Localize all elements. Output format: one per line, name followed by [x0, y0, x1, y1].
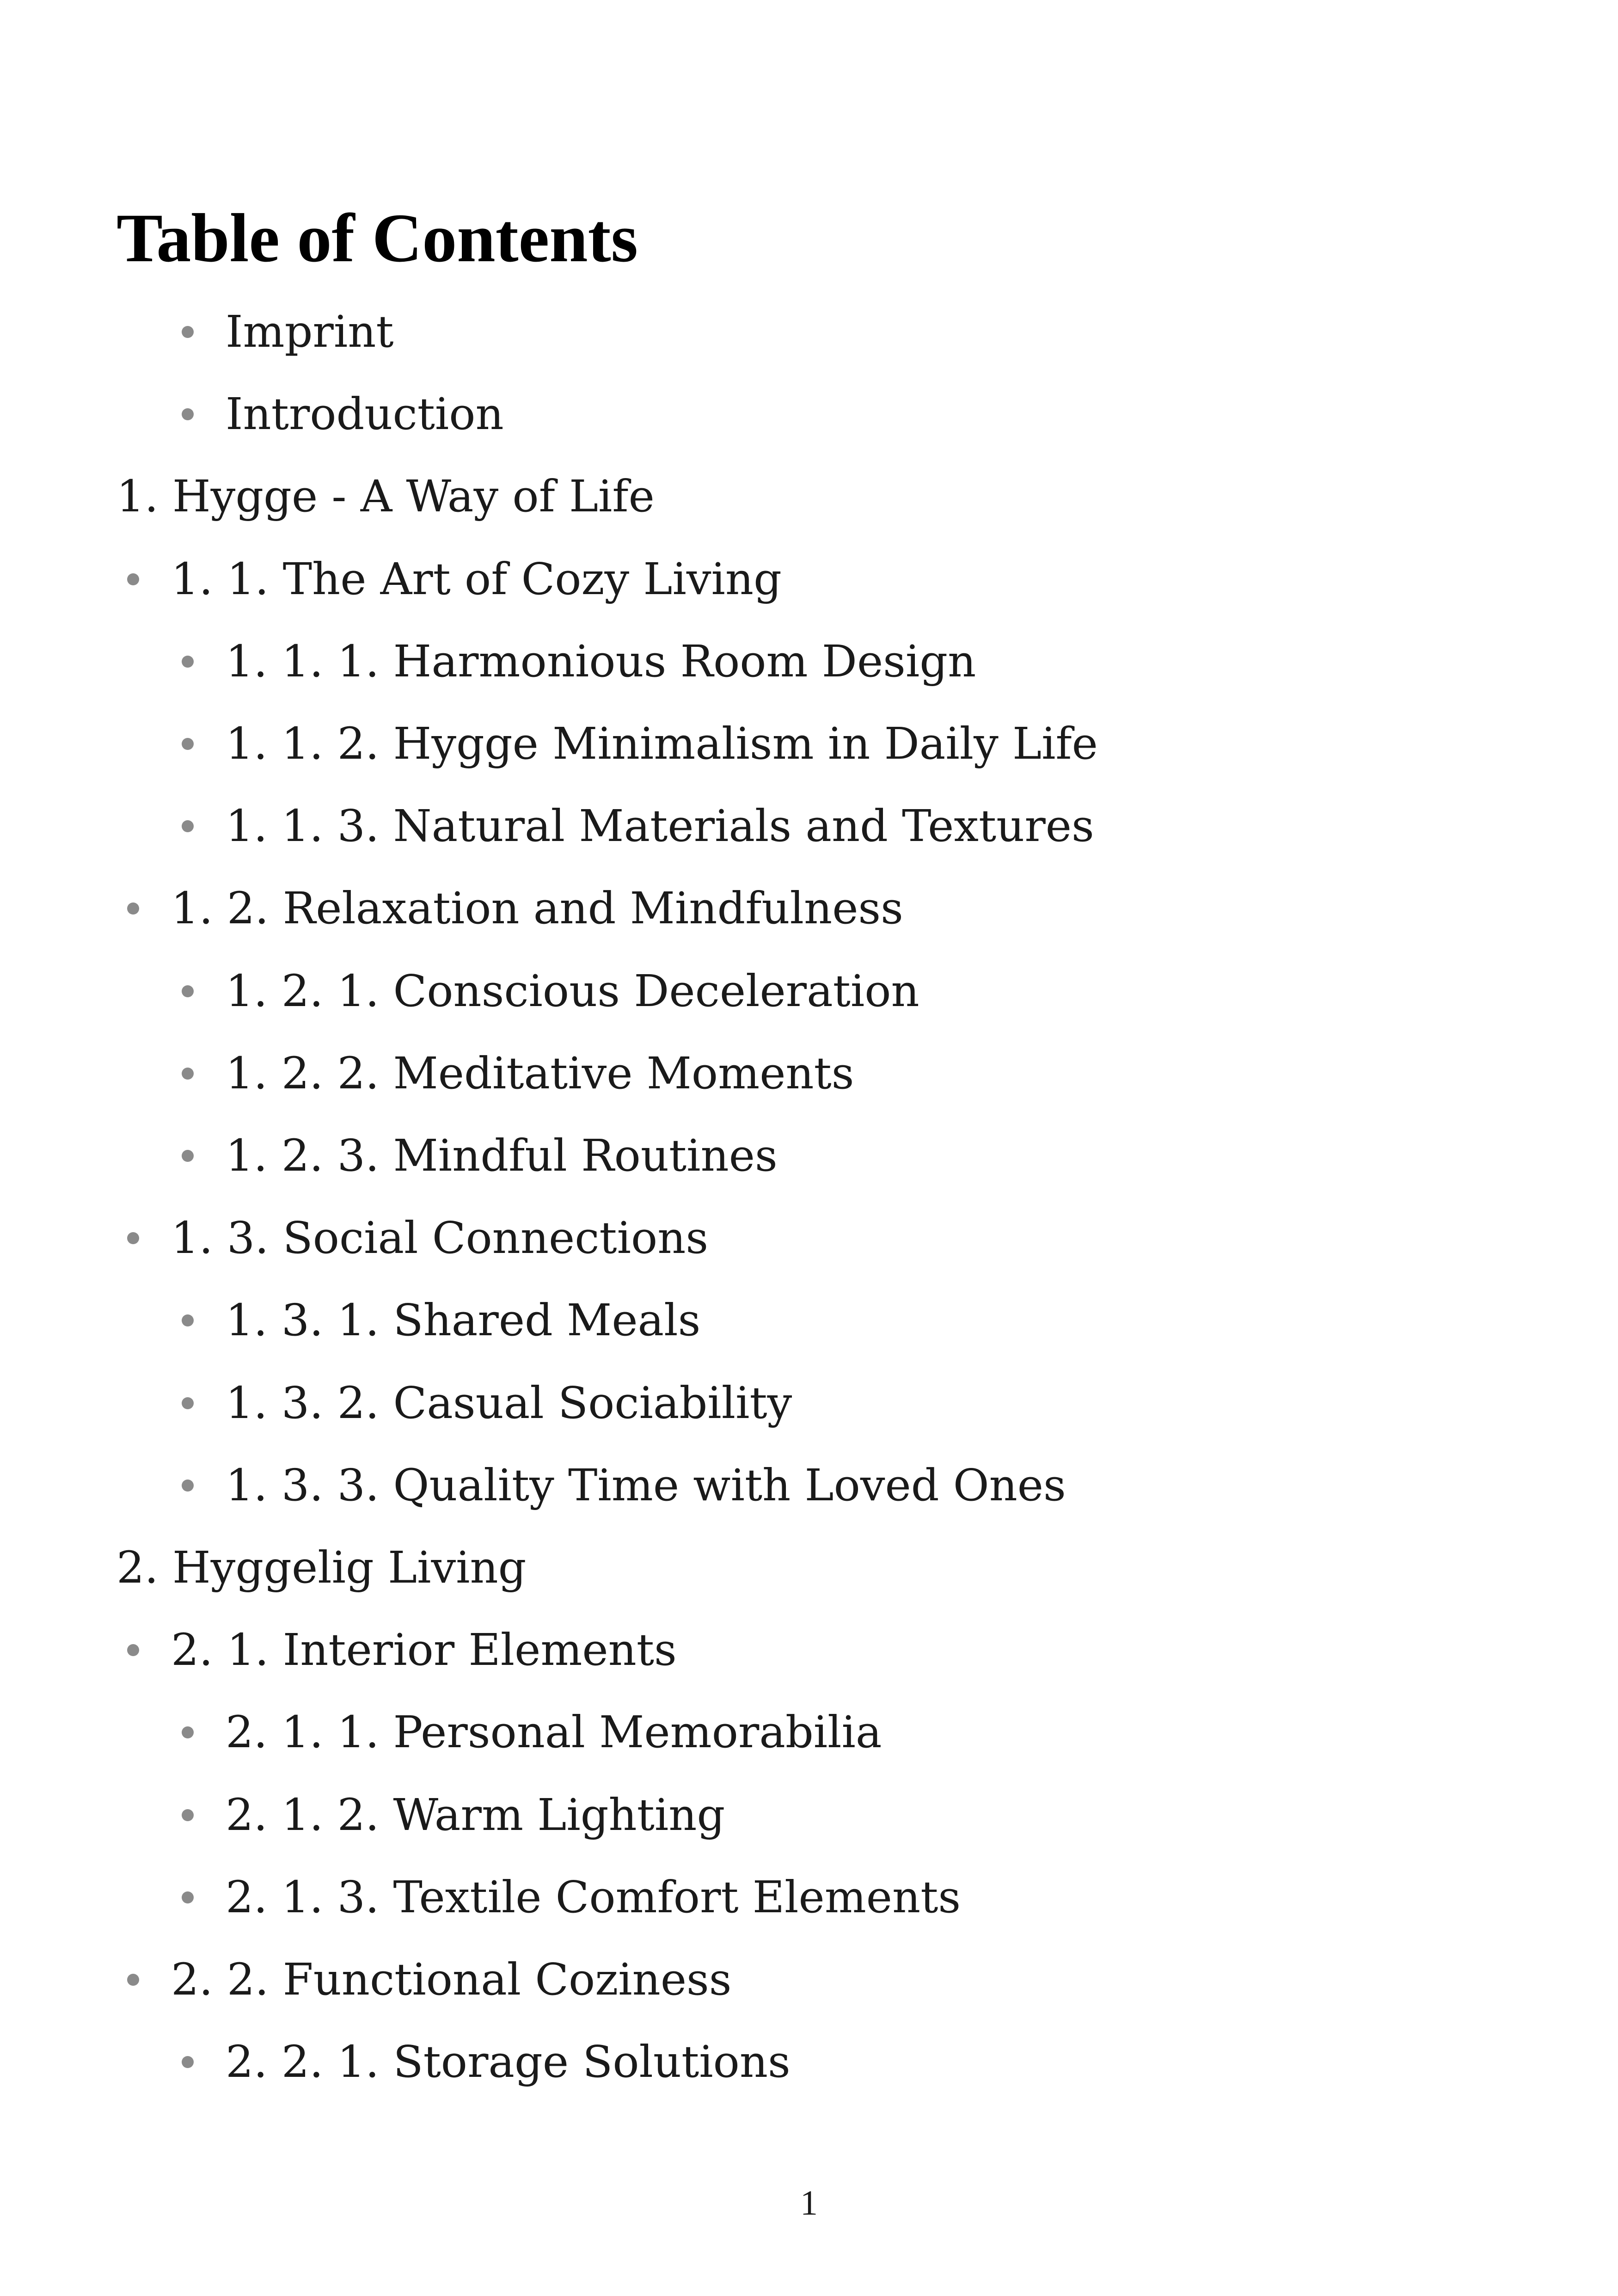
toc-entry[interactable] — [0, 1531, 1618, 1605]
toc-entry[interactable] — [0, 1449, 1618, 1522]
bullet-icon — [127, 902, 139, 915]
toc-entry[interactable] — [0, 625, 1618, 699]
page-title: Table of Contents — [116, 200, 638, 276]
toc-entry-label: 1. 1. 3. Natural Materials and Textures — [226, 801, 1094, 852]
toc-entry-label: 1. 1. 1. Harmonious Room Design — [226, 636, 976, 687]
toc-entry-label: 1. Hygge - A Way of Life — [116, 471, 655, 522]
bullet-icon — [182, 1068, 194, 1080]
toc-entry-label: Introduction — [226, 389, 504, 440]
bullet-icon — [182, 1891, 194, 1903]
toc-entry-label: 1. 3. Social Connections — [171, 1213, 709, 1264]
bullet-icon — [182, 1150, 194, 1162]
bullet-icon — [182, 1480, 194, 1492]
bullet-icon — [127, 1232, 139, 1244]
toc-entry[interactable] — [0, 1695, 1618, 1769]
bullet-icon — [127, 1644, 139, 1656]
toc-entry-label: 1. 2. 3. Mindful Routines — [226, 1130, 778, 1181]
bullet-icon — [182, 2056, 194, 2068]
toc-entry[interactable] — [0, 872, 1618, 945]
bullet-icon — [182, 1809, 194, 1821]
bullet-icon — [182, 1314, 194, 1326]
bullet-icon — [182, 408, 194, 420]
toc-entry-label: 2. 1. Interior Elements — [171, 1625, 677, 1676]
toc-entry[interactable] — [0, 789, 1618, 863]
bullet-icon — [182, 985, 194, 997]
toc-entry[interactable] — [0, 1613, 1618, 1687]
bullet-icon — [182, 326, 194, 338]
page-number: 1 — [800, 2184, 818, 2222]
toc-entry[interactable] — [0, 2025, 1618, 2099]
toc-entry-label: 1. 3. 3. Quality Time with Loved Ones — [226, 1460, 1066, 1511]
toc-entry-label: 2. 1. 1. Personal Memorabilia — [226, 1707, 882, 1758]
toc-entry-label: 1. 1. 2. Hygge Minimalism in Daily Life — [226, 718, 1098, 769]
toc-entry[interactable] — [0, 1283, 1618, 1357]
toc-entry-label: 2. 2. 1. Storage Solutions — [226, 2037, 791, 2087]
toc-entry-label: 1. 2. 1. Conscious Deceleration — [226, 966, 919, 1017]
toc-entry-label: 2. 1. 2. Warm Lighting — [226, 1790, 725, 1841]
toc-entry-label: 1. 2. 2. Meditative Moments — [226, 1048, 854, 1099]
toc-entry[interactable] — [0, 295, 1618, 369]
toc-entry[interactable] — [0, 1860, 1618, 1934]
toc-entry[interactable] — [0, 377, 1618, 451]
bullet-icon — [182, 738, 194, 750]
toc-entry[interactable] — [0, 460, 1618, 534]
toc-entry[interactable] — [0, 1037, 1618, 1111]
toc-entry[interactable] — [0, 707, 1618, 781]
toc-entry-label: 1. 2. Relaxation and Mindfulness — [171, 883, 903, 934]
toc-entry-label: 1. 1. The Art of Cozy Living — [171, 554, 782, 605]
toc-entry-label: 2. Hyggelig Living — [116, 1542, 527, 1593]
toc-entry[interactable] — [0, 1201, 1618, 1275]
bullet-icon — [182, 820, 194, 832]
toc-entry[interactable] — [0, 1778, 1618, 1852]
toc-entry-label: Imprint — [226, 307, 394, 357]
bullet-icon — [127, 1974, 139, 1986]
toc-entry[interactable] — [0, 542, 1618, 616]
toc-entry[interactable] — [0, 1119, 1618, 1193]
toc-entry-label: 1. 3. 1. Shared Meals — [226, 1295, 701, 1346]
toc-entry-label: 1. 3. 2. Casual Sociability — [226, 1378, 792, 1429]
toc-entry-label: 2. 2. Functional Coziness — [171, 1954, 732, 2005]
toc-entry[interactable] — [0, 954, 1618, 1028]
bullet-icon — [182, 1397, 194, 1409]
bullet-icon — [182, 656, 194, 668]
toc-entry-label: 2. 1. 3. Textile Comfort Elements — [226, 1872, 961, 1923]
toc-entry[interactable] — [0, 1366, 1618, 1440]
toc-entry[interactable] — [0, 1943, 1618, 2017]
bullet-icon — [127, 573, 139, 585]
bullet-icon — [182, 1726, 194, 1738]
